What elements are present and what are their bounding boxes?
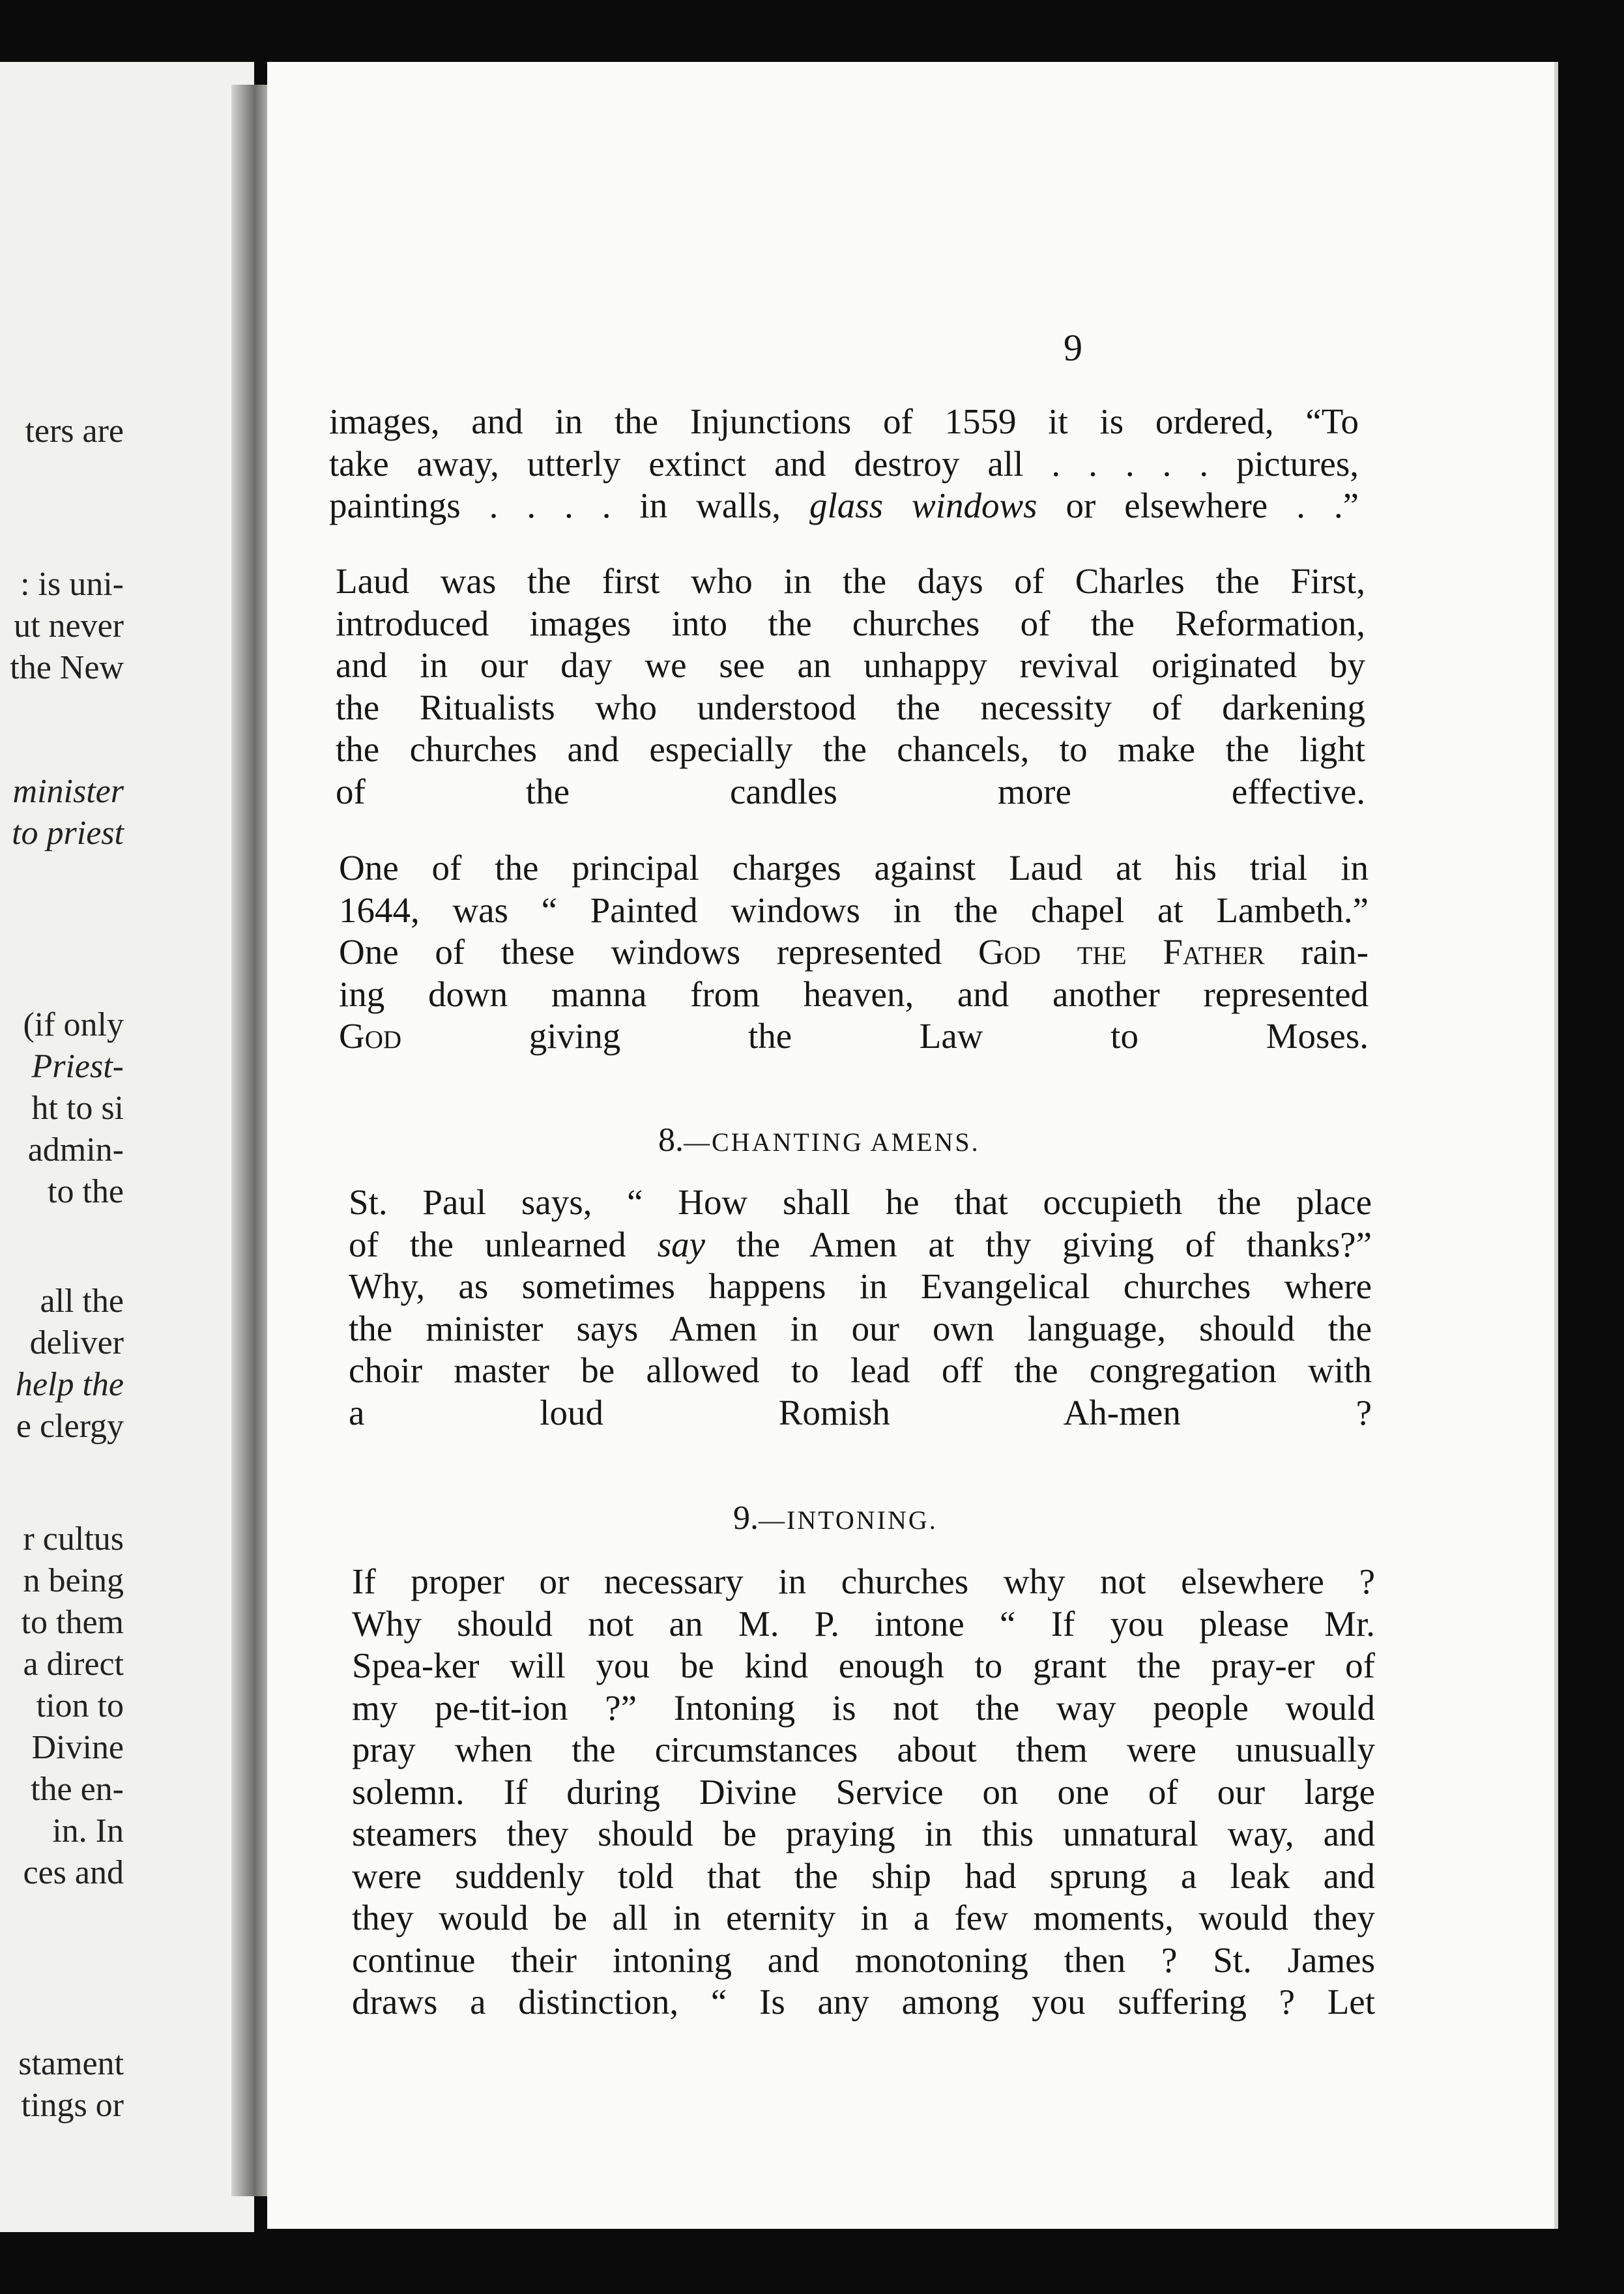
left-text-fragment: stament bbox=[18, 2045, 124, 2082]
paragraph-injunctions: images, and in the Injunctions of 1559 it is ordered, “To take away, utterly extinct and destroy all . . . . . pictures, paintings . . . . in walls, glass windows or elsewhere . .” bbox=[329, 401, 1359, 525]
left-text-fragment: ters are bbox=[25, 413, 124, 450]
left-text-fragment: tion to bbox=[36, 1687, 124, 1724]
left-text-fragment: the en- bbox=[31, 1771, 124, 1808]
right-page bbox=[267, 62, 1558, 2229]
left-text-fragment: ces and bbox=[23, 1854, 124, 1891]
left-text-fragment: Priest- bbox=[31, 1048, 124, 1085]
left-text-fragment: deliver bbox=[29, 1324, 124, 1361]
left-text-fragment: n being bbox=[23, 1562, 124, 1599]
left-text-fragment: ht to si bbox=[31, 1090, 124, 1127]
book-gutter bbox=[231, 85, 270, 2196]
left-text-fragment: to the bbox=[48, 1173, 124, 1210]
left-text-fragment: Divine bbox=[31, 1729, 124, 1766]
italic-glass-windows: glass windows bbox=[809, 486, 1037, 525]
left-text-fragment: admin- bbox=[27, 1131, 124, 1169]
left-text-fragment: e clergy bbox=[16, 1408, 124, 1445]
left-text-fragment: tings or bbox=[21, 2087, 124, 2124]
left-text-fragment: (if only bbox=[23, 1006, 124, 1043]
italic-say: say bbox=[657, 1224, 706, 1264]
left-page bbox=[0, 62, 254, 2232]
left-text-fragment: to them bbox=[21, 1604, 124, 1641]
left-text-fragment: all the bbox=[40, 1283, 124, 1320]
heading-chanting-amens: 8.—CHANTING AMENS. bbox=[658, 1122, 980, 1159]
left-text-fragment: a direct bbox=[23, 1646, 124, 1683]
left-text-fragment: in. In bbox=[52, 1812, 124, 1850]
paragraph-intoning: If proper or necessary in churches why not elsewhere ? Why should not an M. P. intone “ If you please Mr. Spea-ker will you be kind enough to grant the pray-er of my pe-tit-ion ?” Intoning is not the way people would pray when the circumstances about them were unusually solemn. If during Divine Service on one of our large steamers they should be praying in this unnatural way, and were suddenly told that the ship had sprung a leak and they would be all in eternity in a few moments, would they continue their intoning and monotoning then ? St. James draws a distinction, “ Is any among you suffering ? Let bbox=[352, 1561, 1375, 2022]
left-text-fragment: r cultus bbox=[23, 1520, 124, 1558]
paragraph-laud-trial: One of the principal charges against Laud at his trial in 1644, was “ Painted windows in the chapel at Lambeth.” One of these windows represented God the Father rain- ing down manna from heaven, and another represented God giving the Law to Moses. bbox=[339, 848, 1369, 1056]
left-text-fragment: minister bbox=[12, 773, 124, 810]
left-text-fragment: the New bbox=[10, 649, 124, 686]
page-number: 9 bbox=[1064, 327, 1082, 369]
paragraph-laud-images: Laud was the first who in the days of Charles the First, introduced images into the churches of the Reformation, and in our day we see an unhappy revival originated by the Ritualists who understood the necessity of darkening the churches and especially the chancels, to make the light of the candles more effective. bbox=[336, 561, 1365, 811]
left-text-fragment: to priest bbox=[12, 815, 124, 852]
left-text-fragment: : is uni- bbox=[20, 566, 124, 603]
left-text-fragment: help the bbox=[15, 1366, 124, 1403]
heading-intoning: 9.—INTONING. bbox=[733, 1500, 938, 1537]
left-text-fragment: ut never bbox=[14, 607, 124, 645]
paragraph-chanting-amens: St. Paul says, “ How shall he that occupieth the place of the unlearned say the Amen at thy giving of thanks?” Why, as sometimes happens in Evangelical churches where the minister says Amen in our own language, should the choir master be allowed to lead off the congregation with a loud Romish Ah-men ? bbox=[349, 1182, 1372, 1432]
